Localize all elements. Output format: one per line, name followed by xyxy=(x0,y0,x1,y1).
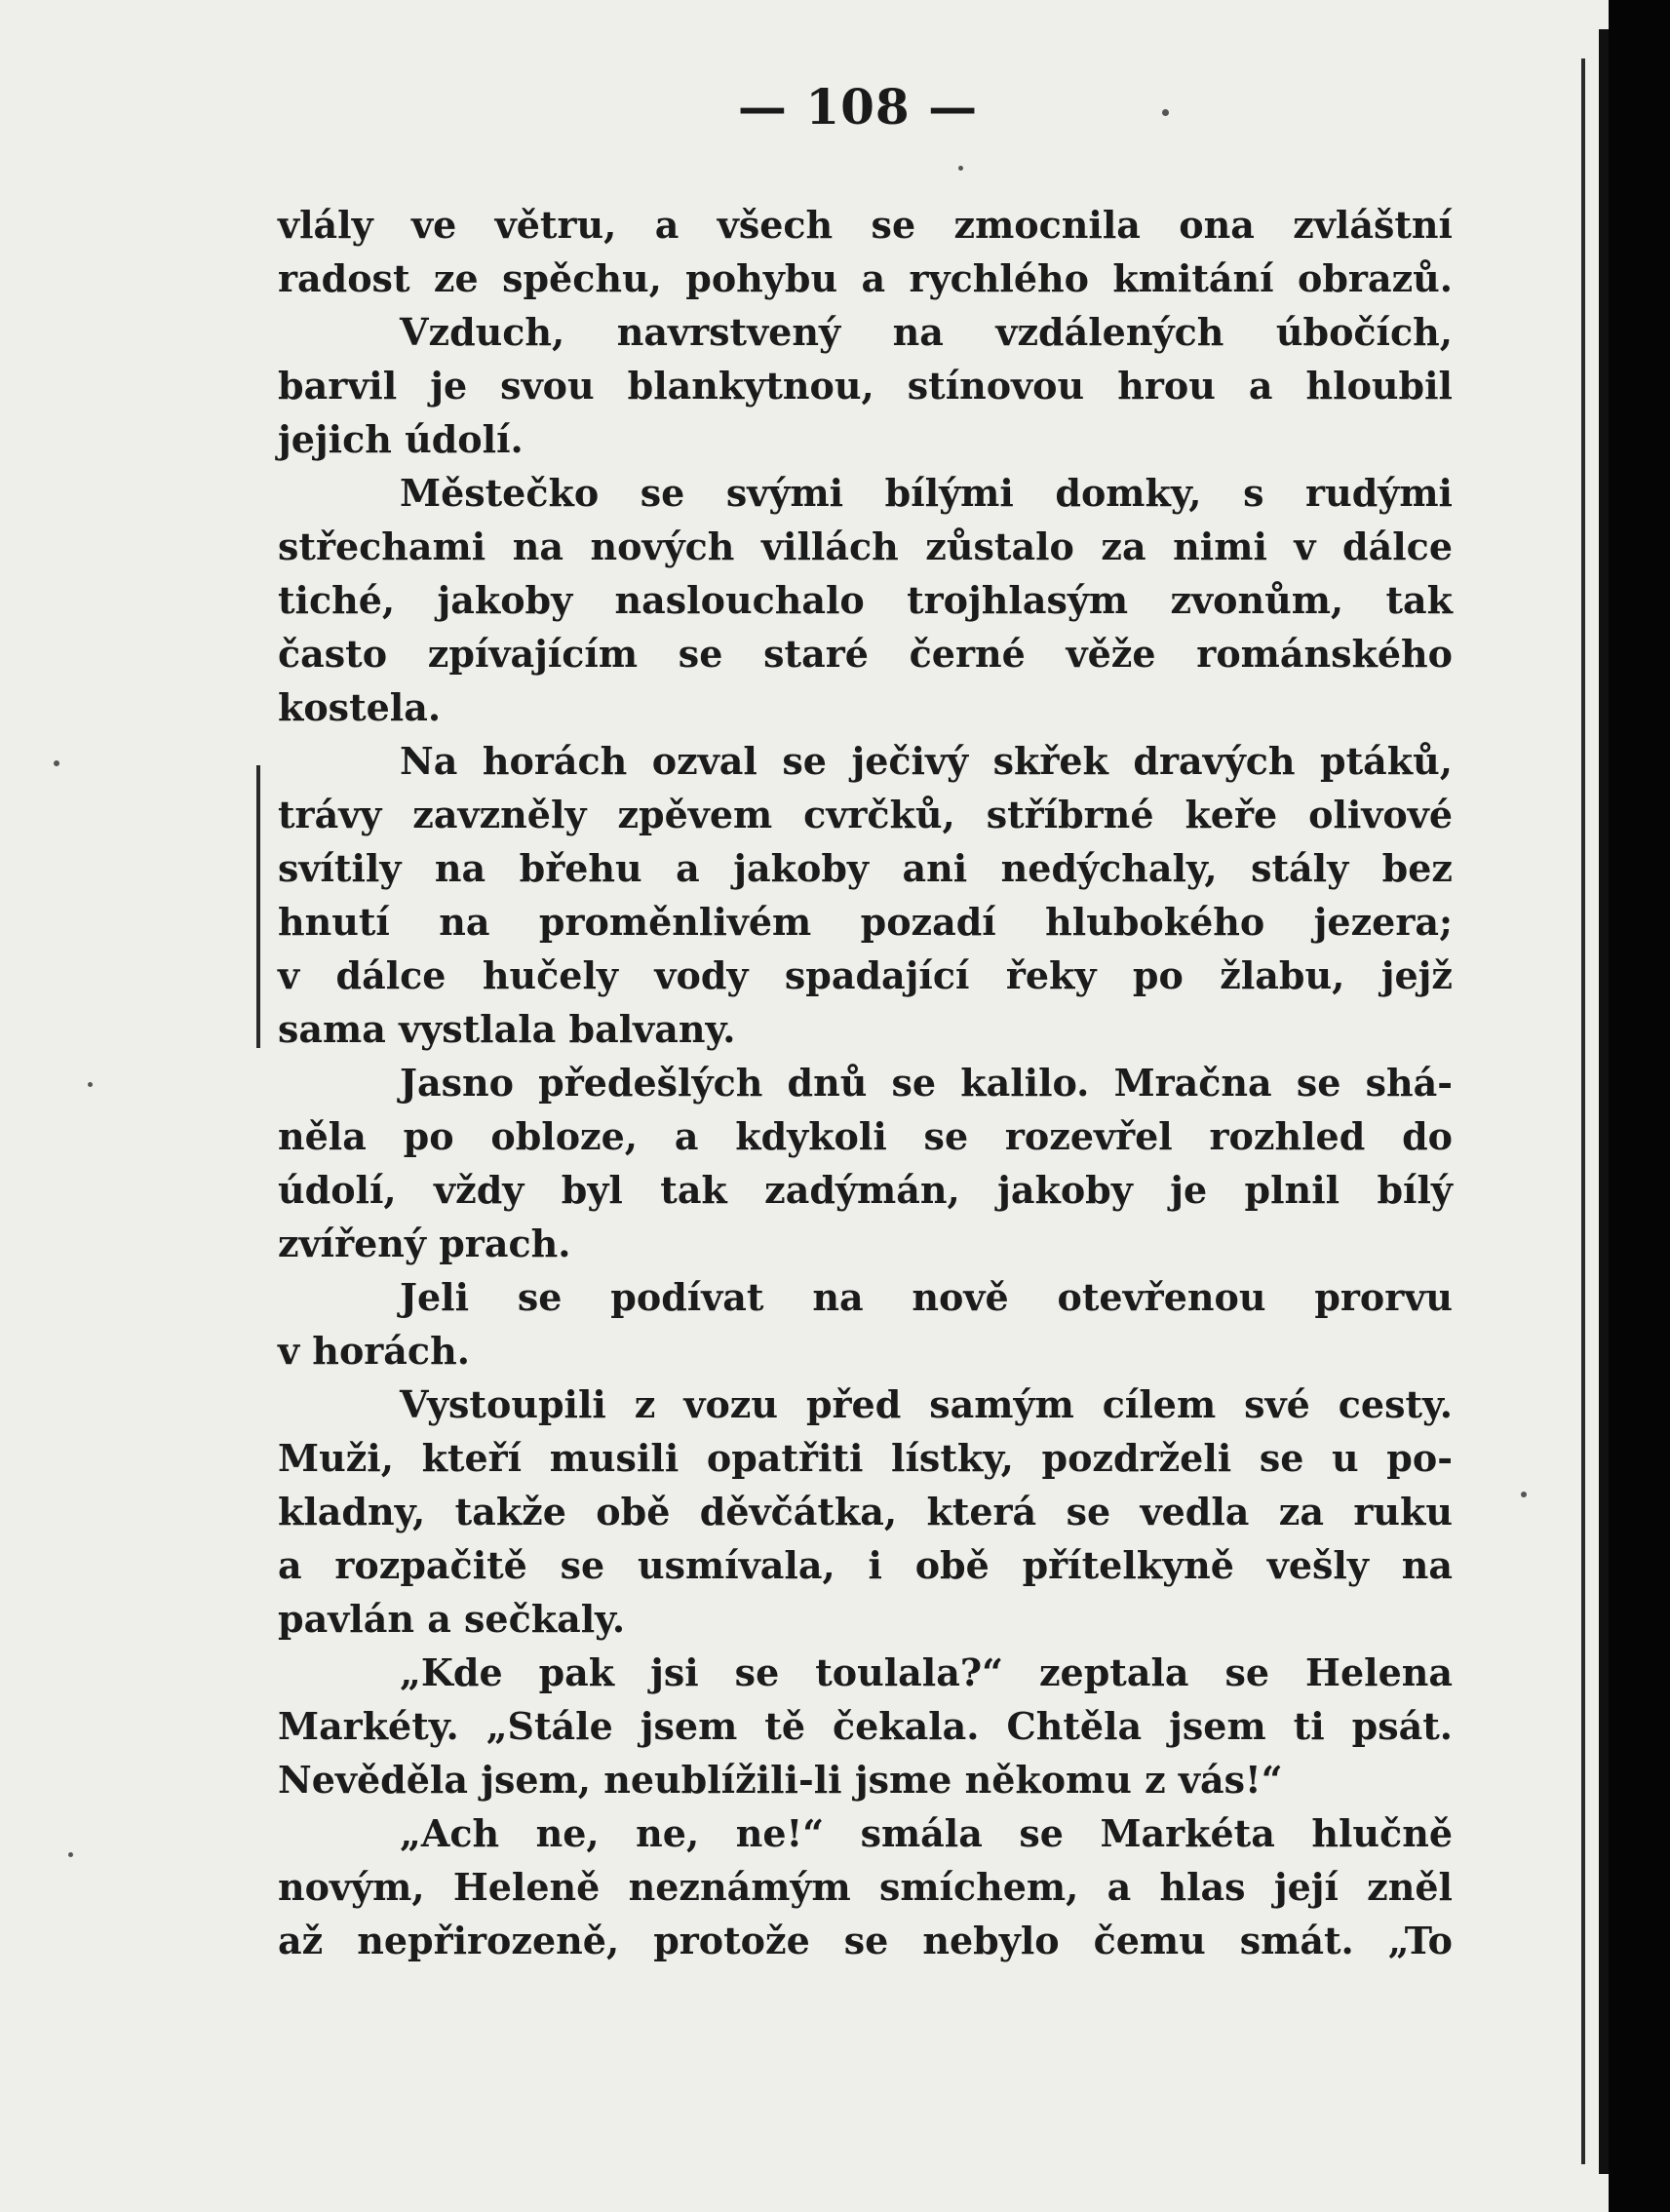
text-line: hnutí na proměnlivém pozadí hlubokého jezera; xyxy=(278,900,1453,944)
print-speck xyxy=(1162,109,1169,116)
text-line: až nepřirozeně, protože se nebylo čemu smát. „To xyxy=(278,1919,1453,1962)
print-speck xyxy=(68,1852,73,1857)
text-line: „Ach ne, ne, ne!“ smála se Markéta hlučně xyxy=(400,1811,1453,1855)
print-speck xyxy=(88,1082,93,1087)
text-line: často zpívajícím se staré černé věže románského xyxy=(278,632,1453,676)
page-edge xyxy=(1599,29,1609,2174)
text-line: něla po obloze, a kdykoli se rozevřel rozhled do xyxy=(278,1114,1453,1158)
text-line: údolí, vždy byl tak zadýmán, jakoby je plnil bílý xyxy=(278,1168,1453,1212)
text-line: a rozpačitě se usmívala, i obě přítelkyně vešly na xyxy=(278,1543,1453,1587)
text-line: Vystoupili z vozu před samým cílem své cesty. xyxy=(400,1382,1453,1426)
text-line: trávy zavzněly zpěvem cvrčků, stříbrné keře olivové xyxy=(278,793,1453,836)
print-speck xyxy=(1521,1492,1527,1497)
text-line: kostela. xyxy=(278,685,442,729)
body-text xyxy=(278,198,1453,1967)
text-line: svítily na břehu a jakoby ani nedýchaly, stály bez xyxy=(278,846,1453,890)
text-line: střechami na nových villách zůstalo za nimi v dálce xyxy=(278,524,1453,568)
scan-border xyxy=(1609,0,1670,2212)
text-line: novým, Heleně neznámým smíchem, a hlas její zněl xyxy=(278,1865,1453,1909)
text-line: v dálce hučely vody spadající řeky po žlabu, jejž xyxy=(278,953,1453,997)
text-line: Markéty. „Stále jsem tě čekala. Chtěla jsem ti psát. xyxy=(278,1704,1453,1748)
margin-mark xyxy=(256,765,260,1048)
page-edge-shadow xyxy=(1581,58,1585,2164)
text-line: Vzduch, navrstvený na vzdálených úbočích, xyxy=(400,310,1453,354)
text-line: zvířený prach. xyxy=(278,1222,571,1265)
text-line: sama vystlala balvany. xyxy=(278,1007,736,1051)
text-line: radost ze spěchu, pohybu a rychlého kmitání obrazů. xyxy=(278,256,1453,300)
text-line: Na horách ozval se ječivý skřek dravých ptáků, xyxy=(400,739,1453,783)
text-line: barvil je svou blankytnou, stínovou hrou a hloubil xyxy=(278,364,1453,407)
text-line: kladny, takže obě děvčátka, která se vedla za ruku xyxy=(278,1490,1453,1533)
text-line: vlály ve větru, a všech se zmocnila ona zvláštní xyxy=(278,203,1453,247)
text-line: pavlán a sečkaly. xyxy=(278,1597,626,1641)
text-line: „Kde pak jsi se toulala?“ zeptala se Helena xyxy=(400,1650,1453,1694)
text-line: Nevěděla jsem, neublížili-li jsme někomu z vás!“ xyxy=(278,1758,1283,1802)
text-line: Jasno předešlých dnů se kalilo. Mračna se shá- xyxy=(400,1061,1453,1105)
text-line: jejich údolí. xyxy=(278,417,524,461)
print-speck xyxy=(54,760,59,766)
text-line: v horách. xyxy=(278,1329,470,1373)
text-line: Městečko se svými bílými domky, s rudými xyxy=(400,471,1453,515)
text-line: Muži, kteří musili opatřiti lístky, pozdrželi se u po- xyxy=(278,1436,1453,1480)
text-line: tiché, jakoby naslouchalo trojhlasým zvonům, tak xyxy=(278,578,1453,622)
text-line: Jeli se podívat na nově otevřenou prorvu xyxy=(400,1275,1453,1319)
print-speck xyxy=(958,166,963,171)
page-number: — 108 — xyxy=(737,78,979,136)
